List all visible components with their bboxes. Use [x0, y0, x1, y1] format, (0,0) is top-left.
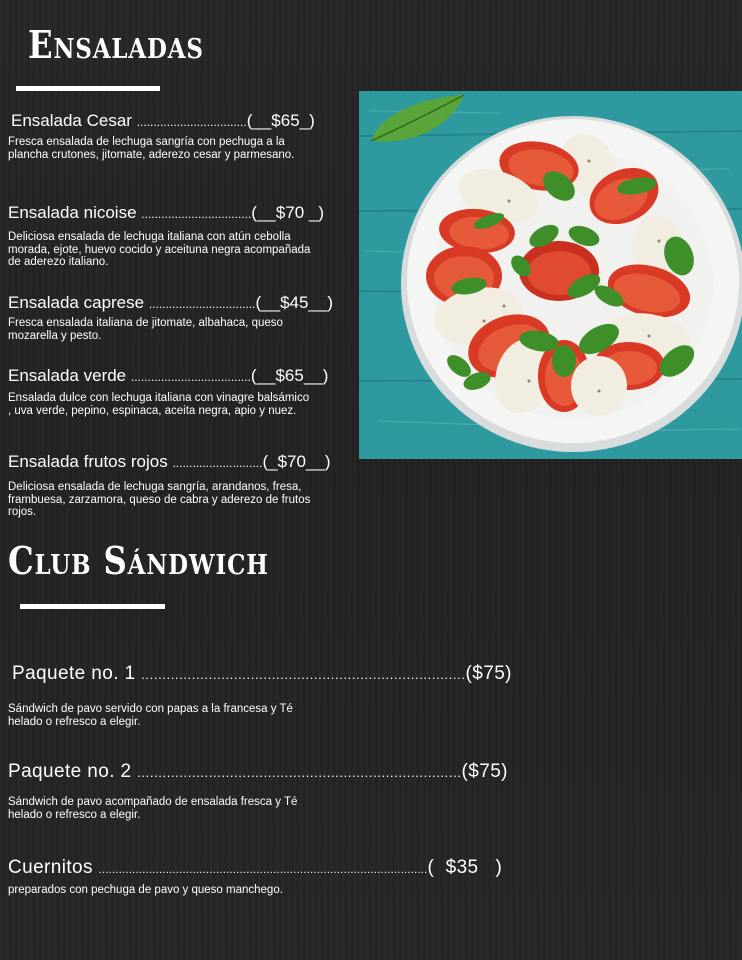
item-name: Paquete no. 2: [8, 761, 132, 782]
item-price: (__$65_): [246, 111, 315, 130]
item-dots: ................................: [148, 297, 256, 311]
item-name: Cuernitos: [8, 857, 93, 878]
item-dots: ....................................: [130, 370, 251, 384]
item-name: Ensalada verde: [8, 366, 127, 385]
item-dots: .............................................................................: [137, 765, 462, 780]
item-price: (__$70 _): [251, 203, 325, 222]
item-price: (__$45__): [255, 293, 334, 312]
menu-item-paquete-2: [8, 761, 508, 783]
caprese-salad-photo: [359, 91, 742, 459]
item-name: Ensalada nicoise: [8, 203, 137, 222]
item-price: ($75): [465, 663, 512, 684]
item-description: Deliciosa ensalada de lechuga italiana con atún cebolla morada, ejote, huevo cocido y aceituna negra acompañada de aderezo italiano.: [8, 231, 311, 268]
item-dots: .............................................................................: [141, 667, 466, 682]
menu-item-ensalada-cesar: [11, 111, 315, 131]
caprese-salad-image: [359, 91, 742, 459]
item-description: Sándwich de pavo acompañado de ensalada fresca y Té helado o refresco a elegir.: [8, 796, 298, 821]
item-description: Fresca ensalada de lechuga sangría con pechuga a la plancha crutones, jitomate, aderezo cesar y parmesano.: [8, 136, 295, 161]
item-name: Ensalada frutos rojos: [8, 452, 168, 471]
item-dots: .................................: [141, 207, 252, 221]
menu-item-cuernitos: [8, 857, 502, 879]
section-title-club-sandwich: Club Sándwich: [8, 538, 269, 583]
item-name: Paquete no. 1: [12, 663, 136, 684]
menu-item-ensalada-nicoise: [8, 203, 324, 223]
item-dots: ...........................: [172, 456, 263, 470]
item-name: Ensalada caprese: [8, 293, 145, 312]
item-description: Sándwich de pavo servido con papas a la francesa y Té helado o refresco a elegir.: [8, 703, 293, 728]
item-price: (_$70__): [262, 452, 331, 471]
menu-item-ensalada-frutos-rojos: [8, 452, 331, 472]
item-description: Fresca ensalada italiana de jitomate, albahaca, queso mozarella y pesto.: [8, 317, 283, 342]
item-dots: .................................: [136, 115, 247, 129]
item-description: Ensalada dulce con lechuga italiana con vinagre balsámico , uva verde, pepino, espinaca, aceita negra, apio y nuez.: [8, 392, 310, 417]
item-name: Ensalada Cesar: [11, 111, 132, 130]
item-description: Deliciosa ensalada de lechuga sangría, arandanos, fresa, frambuesa, zarzamora, queso de cabra y aderezo de frutos rojos.: [8, 481, 311, 518]
title-underline: [20, 604, 165, 609]
section-title-ensaladas: Ensaladas: [28, 22, 204, 67]
item-price: ($75): [461, 761, 508, 782]
menu-item-ensalada-caprese: [8, 293, 333, 313]
menu-item-paquete-1: [12, 663, 512, 685]
item-dots: ..................................................................................................: [98, 864, 428, 876]
item-price: ( $35 ): [427, 857, 503, 878]
item-description: preparados con pechuga de pavo y queso manchego.: [8, 884, 283, 896]
item-price: (__$65__): [250, 366, 329, 385]
menu-item-ensalada-verde: [8, 366, 328, 386]
title-underline: [16, 86, 160, 91]
